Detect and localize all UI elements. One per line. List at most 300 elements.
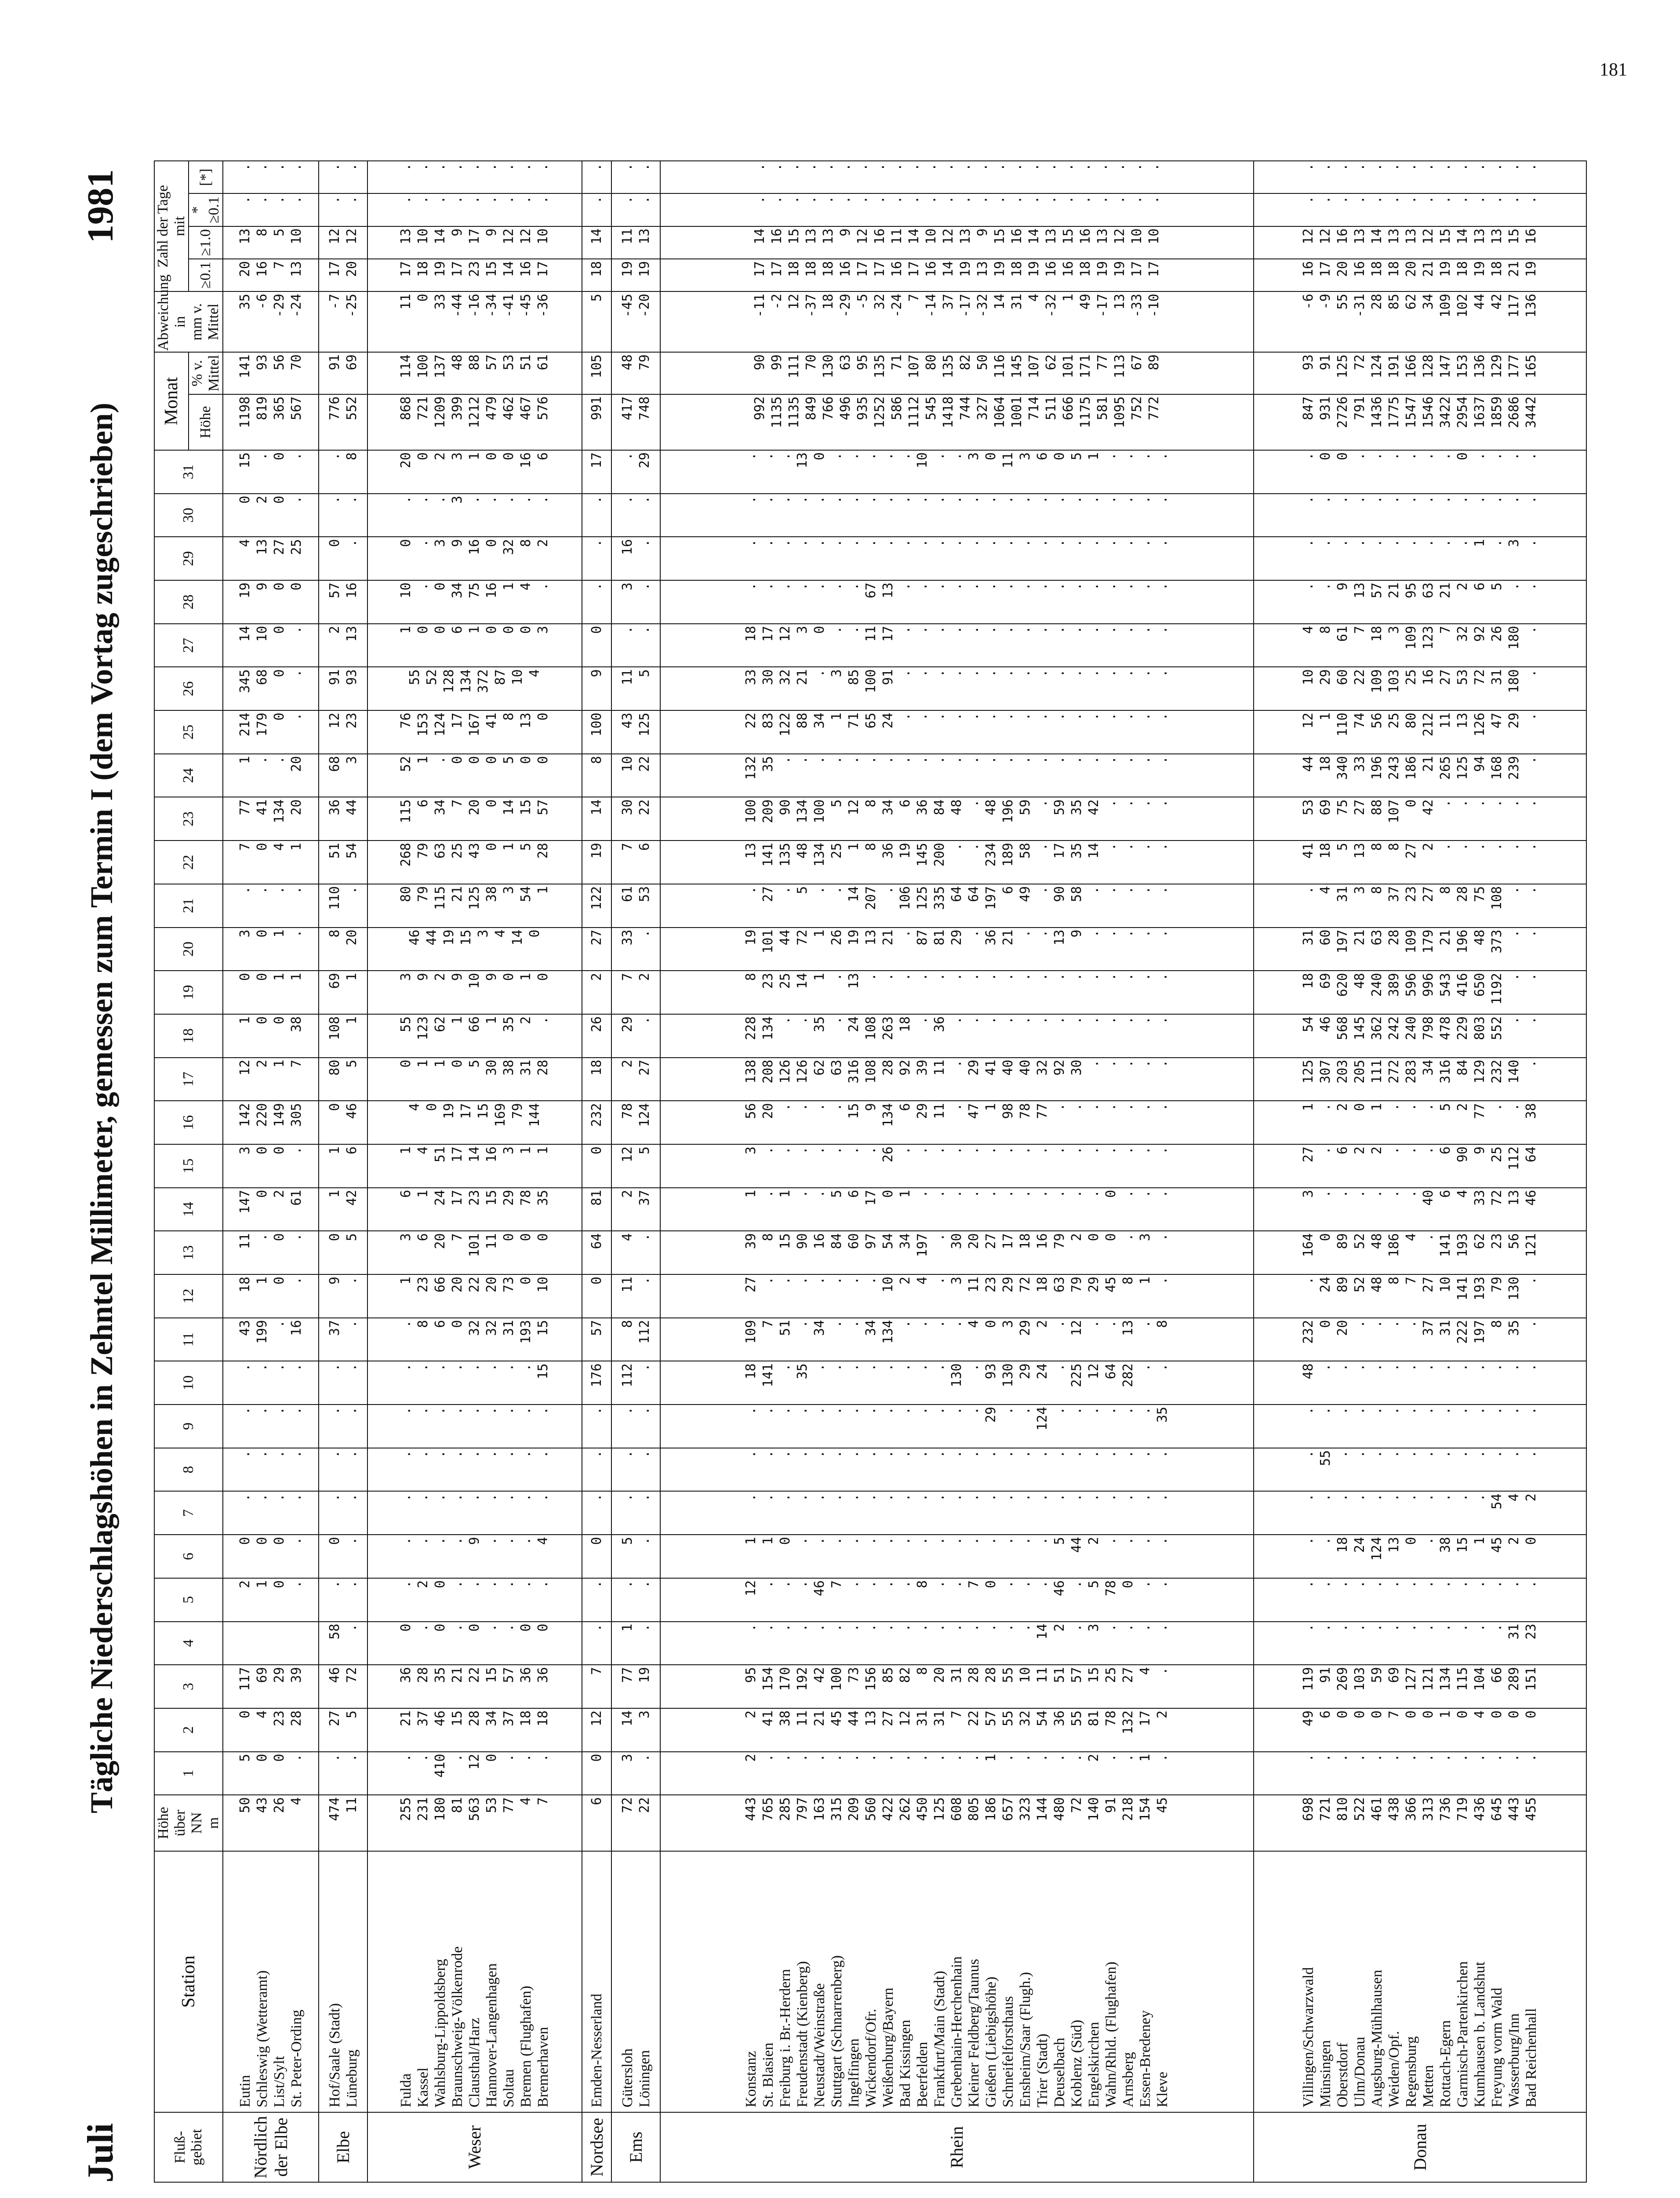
deviation-values: 11 0 33 -44 -16 -34 -41 -45 -36 [367, 291, 582, 352]
header-day-4: 4 [154, 1622, 223, 1665]
day-values: 11 . [611, 1274, 660, 1318]
month-height-values: 776 552 [319, 394, 367, 450]
day-values: 46 44 19 15 3 4 14 0 [367, 928, 582, 971]
month-percent-values: 114 100 137 48 88 57 53 51 61 [367, 352, 582, 394]
height-values: 72 22 [611, 1795, 660, 1851]
station-list: Hof/Saale (Stadt) Lüneburg [319, 1851, 367, 2112]
day-values: . 8 [319, 450, 367, 494]
day-values: 80 5 [319, 1058, 367, 1101]
day-values: . . . . . . . . . . . . . . . . . . . . . . . . . [660, 494, 1254, 537]
header-day-19: 19 [154, 971, 223, 1014]
day-values: 18 [582, 1058, 612, 1101]
day-values: . . [319, 1491, 367, 1535]
day-values: . . . . [223, 1448, 319, 1492]
day-values: 232 [582, 1101, 612, 1144]
day-values: 1 0 0 38 [223, 1014, 319, 1058]
day-values: . 29 [611, 450, 660, 494]
day-values: . . . . . . . . . . 1 . 3 . [1254, 537, 1586, 580]
day-values: 68 3 [319, 754, 367, 797]
day-values: 110 . [319, 884, 367, 928]
landscape-table-stage [79, 160, 1591, 2183]
day-values: 39 8 15 90 16 84 60 97 54 34 197 . 30 20 27 17 18 16 79 2 0 0 . 3 . [660, 1231, 1254, 1274]
days-snowcover-values: . . [319, 161, 367, 193]
height-values: 698 721 810 522 461 438 366 313 736 719 436 645 443 455 [1254, 1795, 1586, 1851]
day-values: . . . . . . . . . [367, 1491, 582, 1535]
days-ge01-values: 17 20 [319, 259, 367, 291]
day-values: 7 2 [611, 971, 660, 1014]
day-values: 27 5 [319, 1708, 367, 1752]
days-snow-values: . . . . . . . . . [367, 193, 582, 226]
day-values: 36 28 35 21 22 15 57 36 36 [367, 1665, 582, 1708]
day-values: . . . . . . . . . . . . . . [1254, 1405, 1586, 1448]
header-days-ge10: ≥1.0 [189, 226, 223, 259]
days-snowcover-values: . . [611, 161, 660, 193]
day-values: 27 . . . . . . . 10 2 4 . 3 11 23 29 72 18 63 79 29 45 8 1 . [660, 1274, 1254, 1318]
station-list: Eutin Schleswig (Wetteramt) List/Sylt St. Peter-Ording [223, 1851, 319, 2112]
day-values: . . . . . . . . . . . . . . [1254, 1578, 1586, 1622]
day-values: . 4 31 3 8 37 23 27 8 28 75 108 . . [1254, 884, 1586, 928]
day-values: 0 . 0 . 0 . . 0 0 [367, 1622, 582, 1665]
day-values: 12 5 [611, 1144, 660, 1188]
day-values: . [582, 1491, 612, 1535]
header-day-15: 15 [154, 1144, 223, 1188]
day-values: 3 . [611, 580, 660, 624]
header-day-28: 28 [154, 580, 223, 624]
table-header [154, 161, 223, 2182]
header-day-24: 24 [154, 754, 223, 797]
table-row [319, 161, 367, 2182]
day-values: 9 . [319, 1274, 367, 1318]
day-values: 132 35 . . . . . . . . . . . . . . . . . . . . . . . [660, 754, 1254, 797]
day-values: . 24 89 52 48 8 7 27 10 141 193 79 130 . [1254, 1274, 1586, 1318]
year-label: 1981 [80, 169, 121, 243]
day-values: 12 1 110 74 56 25 80 212 11 13 126 47 29 . [1254, 710, 1586, 754]
header-day-25: 25 [154, 710, 223, 754]
day-values: 109 7 51 . 34 . . 34 134 . . . . 4 0 3 29 2 . 12 . . 13 . 8 [660, 1318, 1254, 1361]
days-ge01-values: 16 17 20 16 18 18 20 21 19 18 19 18 21 19 [1254, 259, 1586, 291]
day-values: . . [319, 1752, 367, 1795]
days-snowcover-values: . . . . . . . . . [367, 161, 582, 193]
day-values: 55 52 128 134 372 87 10 4 [367, 667, 582, 710]
day-values: . . [319, 1405, 367, 1448]
header-day-3: 3 [154, 1665, 223, 1708]
day-values: 176 [582, 1361, 612, 1405]
day-values: 2 13 [319, 624, 367, 667]
day-values: 19 101 44 72 1 26 19 13 21 . 87 81 29 . 36 21 . . 13 9 . . . . . [660, 928, 1254, 971]
day-values: 112 . [611, 1361, 660, 1405]
header-month: Monat [154, 352, 189, 450]
day-values: 1 6 [319, 1144, 367, 1188]
day-values: 8 [582, 754, 612, 797]
day-values: 12 [582, 1708, 612, 1752]
day-values: 0 0 1 1 [223, 971, 319, 1014]
station-list: Villingen/Schwarzwald Münsingen Oberstdorf Ulm/Donau Augsburg-Mühlhausen Weiden/Opf. Regensburg Metten Rottach-Egern Garmisch-Partenkirchen Kumhausen b. Landshut Freyung vorm Wald Wasserburg/Inn Bad Reichenhall [1254, 1851, 1586, 2112]
day-values: . . [319, 1361, 367, 1405]
header-day-9: 9 [154, 1405, 223, 1448]
day-values: . 27 . 5 . . 14 207 . 106 125 335 64 64 197 6 49 . 90 58 . . . . . [660, 884, 1254, 928]
day-values: 43 199 . 16 [223, 1318, 319, 1361]
day-values: . [582, 580, 612, 624]
day-values: . . . . . . . . . . . . . . . . . . . . . . . . . [660, 537, 1254, 580]
station-list: Konstanz St. Blasien Freiburg i. Br.-Herdern Freudenstadt (Kienberg) Neustadt/Weinstraße Stuttgart (Schnarrenberg) Ingelfingen Wickendorf/Ofr. Weißenburg/Bayern Bad Kissingen Beerfelden Frankfurt/Main (Stadt) Grebenhain-Herchenhain Kleiner Feldberg/Taunus Gießen (Liebigshöhe) Schneifelforsthaus Ensheim/Saar (Flugh.) Trier (Stadt) Deuselbach Koblenz (Süd) Engelskirchen Wahn/Rhld. (Flughafen) Arnsberg Essen-Bredeney Kleve [660, 1851, 1254, 2112]
days-ge01-values: 19 19 [611, 259, 660, 291]
day-values: 81 [582, 1188, 612, 1231]
day-values: . . . . . . . . . . . . . . . . . . . . . . . . . [660, 1491, 1254, 1535]
days-ge01-values: 17 17 18 18 18 16 17 17 16 17 16 14 19 13 19 18 19 16 16 18 19 19 17 17 [660, 259, 1254, 291]
header-station: Station [154, 1851, 223, 2112]
day-values: 55 123 62 1 66 1 35 2 . [367, 1014, 582, 1058]
day-values: . . [319, 494, 367, 537]
day-values: . . 410 . 12 0 . . . [367, 1752, 582, 1795]
day-values: 1 4 51 17 14 16 3 1 1 [367, 1144, 582, 1188]
table-title: Tägliche Niederschlagshöhen in Zehntel Millimeter, gemessen zum Termin I (dem Vortag zugeschrieben) [84, 402, 119, 1813]
day-values: 0 2 0 . [223, 494, 319, 537]
days-snow-values: . . . . [223, 193, 319, 226]
day-values: 11 5 [611, 667, 660, 710]
day-values: 21 37 46 15 28 34 37 18 18 [367, 1708, 582, 1752]
day-values: 4 0 19 17 15 169 79 144 [367, 1101, 582, 1144]
day-values: 345 68 0 . [223, 667, 319, 710]
day-values: 61 53 [611, 884, 660, 928]
days-ge10-values: 14 16 15 13 13 9 12 16 11 14 10 12 13 9 15 16 14 13 15 16 13 12 10 10 [660, 226, 1254, 259]
day-values: 91 93 [319, 667, 367, 710]
header-day-18: 18 [154, 1014, 223, 1058]
day-values: 1 . 2 0 1 . . . 5 2 77 . . 38 [1254, 1101, 1586, 1144]
deviation-values: -7 -25 [319, 291, 367, 352]
day-values: 100 [582, 710, 612, 754]
table-row [1254, 161, 1586, 2182]
basin-cell: Ems [611, 2112, 660, 2182]
day-values: 108 1 [319, 1014, 367, 1058]
header-days-ge01: ≥0.1 [189, 259, 223, 291]
day-values: . . [611, 1448, 660, 1492]
day-values: 232 0 20 . . . . 37 31 222 197 8 35 . [1254, 1318, 1586, 1361]
month-height-values: 868 721 1209 399 1212 479 462 467 576 [367, 394, 582, 450]
day-values: 4 . [611, 1231, 660, 1274]
day-values: 1 . 1 . . 5 6 17 0 1 . . . . . . . . . . . 0 . . . [660, 1188, 1254, 1231]
day-values: 78 124 [611, 1101, 660, 1144]
day-values: 5 . [611, 1535, 660, 1578]
height-values: 50 43 26 4 [223, 1795, 319, 1851]
day-values: 3 9 2 9 10 9 0 1 0 [367, 971, 582, 1014]
day-values: . [582, 1448, 612, 1492]
day-values: 2 41 38 11 21 45 44 13 27 12 31 31 7 22 57 55 32 54 36 55 81 78 132 17 2 [660, 1708, 1254, 1752]
day-values: 268 79 63 25 43 0 1 5 28 [367, 841, 582, 884]
title-bar [79, 160, 145, 2183]
height-values: 255 231 180 81 563 53 77 4 7 [367, 1795, 582, 1851]
day-values: . [582, 537, 612, 580]
day-values: 31 60 197 21 63 28 109 179 21 196 48 373 . . [1254, 928, 1586, 971]
day-values: 80 79 115 21 125 38 3 54 1 [367, 884, 582, 928]
header-day-17: 17 [154, 1058, 223, 1101]
days-ge10-values: 12 12 16 13 14 13 13 12 15 14 13 13 15 16 [1254, 226, 1586, 259]
day-values: 12 . . . 46 7 . . . . 8 . . 7 0 . . . 46 . 5 78 0 . . [660, 1578, 1254, 1622]
day-values: 6 1 24 17 23 15 29 78 35 [367, 1188, 582, 1231]
day-values: 33 30 32 21 . 3 85 100 91 . . . . . . . . . . . . . . . . [660, 667, 1254, 710]
station-list: Emden-Nesserland [582, 1851, 612, 2112]
day-values: 3 . . . . . . . 26 . . . . . . . . . . . . . . . . [660, 1144, 1254, 1188]
header-day-23: 23 [154, 797, 223, 841]
day-values: 13 141 135 48 134 25 1 8 36 19 145 200 . . 234 189 58 . 17 35 14 . . . . [660, 841, 1254, 884]
deviation-values: 5 [582, 291, 612, 352]
day-values: 12 2 1 7 [223, 1058, 319, 1101]
day-values: 0 46 [319, 1101, 367, 1144]
day-values: . . . . . . . . . . . . . . [1254, 1752, 1586, 1795]
table-body [223, 161, 1586, 2182]
days-snow-values: . . . . . . . . . . . . . . [1254, 193, 1586, 226]
day-values: . . . . . . . . . [367, 1448, 582, 1492]
days-ge10-values: 13 10 14 9 17 9 12 12 10 [367, 226, 582, 259]
day-values: . . [319, 1578, 367, 1622]
day-values: 1 42 [319, 1188, 367, 1231]
day-values: 10 29 60 22 109 103 25 16 27 53 72 31 180 . [1254, 667, 1586, 710]
day-values: 22 83 122 88 34 1 71 65 24 . . . . . . . . . . . . . . . . [660, 710, 1254, 754]
month-height-values: 991 [582, 394, 612, 450]
day-values: . . . . . . . . . [367, 1405, 582, 1448]
day-values: 17 [582, 450, 612, 494]
day-values: 18 141 . 35 . . . . . . . . 130 . 93 130 29 24 . 225 12 64 282 . . [660, 1361, 1254, 1405]
day-values: 1 1 0 . . . . . . . . . . . . . . . 5 44 2 . . . . [660, 1535, 1254, 1578]
day-values: 14 [582, 797, 612, 841]
day-values: 8 20 [319, 928, 367, 971]
header-day-27: 27 [154, 624, 223, 667]
day-values: 3 . . . . . . 40 6 4 33 72 13 46 [1254, 1188, 1586, 1231]
page-number: 181 [1600, 60, 1627, 80]
month-percent-values: 105 [582, 352, 612, 394]
header-basin: Fluß- gebiet [154, 2112, 223, 2182]
day-values: 10 . 0 34 75 16 1 4 . [367, 580, 582, 624]
day-values: . . . . . . . 67 13 . . . . . . . . . . . . . . . . [660, 580, 1254, 624]
day-values: 7 0 4 1 [223, 841, 319, 884]
deviation-values: -6 -9 55 -31 28 85 62 34 109 102 44 42 117 136 [1254, 291, 1586, 352]
day-values: 0 . [319, 1535, 367, 1578]
day-values: . 0 0 . . . . . . 0 . . . . [1254, 450, 1586, 494]
header-day-1: 1 [154, 1752, 223, 1795]
deviation-values: -45 -20 [611, 291, 660, 352]
day-values: . . . . . . . . . . . . . . . . . 14 2 . 3 . . . . [660, 1622, 1254, 1665]
header-day-12: 12 [154, 1274, 223, 1318]
day-values: 0 4 23 28 [223, 1708, 319, 1752]
day-values: . . [611, 494, 660, 537]
day-values: . . . . [223, 1361, 319, 1405]
day-values: 3 0 1 . [223, 928, 319, 971]
height-values: 474 11 [319, 1795, 367, 1851]
day-values: 19 [582, 841, 612, 884]
basin-cell: Donau [1254, 2112, 1586, 2182]
header-day-26: 26 [154, 667, 223, 710]
day-values: 10 22 [611, 754, 660, 797]
header-height: Höhe über NN m [154, 1795, 223, 1851]
day-values: 44 18 340 33 196 243 186 21 265 125 94 168 239 . [1254, 754, 1586, 797]
day-values: 0 0 0 . [223, 1535, 319, 1578]
day-values: 56 20 . . . . 15 9 134 6 29 11 . 47 1 98 78 77 . . . . . . . [660, 1101, 1254, 1144]
day-values: 76 153 124 17 167 41 8 13 0 [367, 710, 582, 754]
days-snow-values: . [582, 193, 612, 226]
days-ge10-values: 12 12 [319, 226, 367, 259]
day-values: . . [611, 624, 660, 667]
day-values: . . [319, 1448, 367, 1492]
days-snowcover-values: . [582, 161, 612, 193]
day-values: . [582, 1405, 612, 1448]
days-ge10-values: 14 [582, 226, 612, 259]
basin-cell: Nordsee [582, 2112, 612, 2182]
days-snow-values: . . . . . . . . . . . . . . . . . . . . . . . . [660, 193, 1254, 226]
day-values: 18 1 0 . [223, 1274, 319, 1318]
day-values: 0 [582, 1535, 612, 1578]
basin-cell: Elbe [319, 2112, 367, 2182]
day-values: 54 46 568 145 362 242 240 798 478 229 803 552 . . [1254, 1014, 1586, 1058]
month-percent-values: 141 93 56 70 [223, 352, 319, 394]
day-values: . . . 13 0 . . . . . 10 . . 3 0 11 3 6 0 5 1 . . . . [660, 450, 1254, 494]
day-values: . . [611, 1578, 660, 1622]
table-row [223, 161, 319, 2182]
table-row [611, 161, 660, 2182]
day-values: 4 8 61 7 18 3 109 123 7 32 92 26 180 . [1254, 624, 1586, 667]
day-values: . . . . 9 . . . 4 [367, 1535, 582, 1578]
day-values: 125 307 203 205 111 272 283 34 316 84 129 232 140 . [1254, 1058, 1586, 1101]
day-values: 4 13 27 25 [223, 537, 319, 580]
day-values: . . . . [223, 884, 319, 928]
day-values: . 2 0 . . . . . . [367, 1578, 582, 1622]
basin-cell: Weser [367, 2112, 582, 2182]
day-values: . . [611, 1491, 660, 1535]
day-values: 77 19 [611, 1665, 660, 1708]
header-day-11: 11 [154, 1318, 223, 1361]
days-ge01-values: 18 [582, 259, 612, 291]
header-day-13: 13 [154, 1231, 223, 1274]
day-values: . 8 6 0 32 32 31 193 15 [367, 1318, 582, 1361]
height-values: 6 [582, 1795, 612, 1851]
header-days-snowcover: [*] [189, 161, 223, 193]
month-percent-values: 91 69 [319, 352, 367, 394]
header-days-group: Zahl der Tage mit [154, 161, 189, 291]
day-values: 5 0 0 . [223, 1752, 319, 1795]
day-values: . . . . . . . . . . . . . . [1254, 494, 1586, 537]
day-values [223, 1622, 319, 1665]
days-ge10-values: 11 13 [611, 226, 660, 259]
month-label: Juli [80, 2123, 121, 2183]
day-values: . . . . [223, 1405, 319, 1448]
day-values: 52 1 . 0 0 0 5 0 0 [367, 754, 582, 797]
day-values: 2 37 [611, 1188, 660, 1231]
station-list: Gütersloh Löningen [611, 1851, 660, 2112]
day-values: 0 [582, 1144, 612, 1188]
header-day-29: 29 [154, 537, 223, 580]
header-day-30: 30 [154, 494, 223, 537]
table-row [582, 161, 612, 2182]
station-list: Fulda Kassel Wahlsburg-Lippoldsberg Braunschweig-Völkenrode Clausthal/Harz Hannover-Langenhagen Soltau Bremen (Flughafen) Bremerhaven [367, 1851, 582, 2112]
day-values: 0 [582, 624, 612, 667]
header-day-7: 7 [154, 1491, 223, 1535]
basin-cell: Rhein [660, 2112, 1254, 2182]
day-values: 2 [582, 971, 612, 1014]
month-height-values: 1198 819 365 567 [223, 394, 319, 450]
day-values: 11 . 0 . [223, 1231, 319, 1274]
day-values: 12 23 [319, 710, 367, 754]
day-values: 3 . [611, 1752, 660, 1795]
day-values: . [582, 1622, 612, 1665]
day-values: 0 . 3 9 16 0 32 8 2 [367, 537, 582, 580]
day-values: 0 . [319, 537, 367, 580]
day-values: 115 6 34 7 20 0 14 15 57 [367, 797, 582, 841]
day-values: 43 125 [611, 710, 660, 754]
day-values: . . . . . . . . 15 [367, 1361, 582, 1405]
day-values: . . . . . . . . . . . . 31 23 [1254, 1622, 1586, 1665]
day-values: 8 23 25 14 1 . 13 . . . . . . . . . . . . . . . . . . [660, 971, 1254, 1014]
days-ge01-values: 17 18 19 17 23 15 14 16 17 [367, 259, 582, 291]
day-values: 142 220 149 305 [223, 1101, 319, 1144]
days-snowcover-values: . . . . . . . . . . . . . . . . . . . . . . . . [660, 161, 1254, 193]
header-days-snow: * ≥0.1 [189, 193, 223, 226]
day-values: 26 [582, 1014, 612, 1058]
header-day-20: 20 [154, 928, 223, 971]
day-values: 53 69 75 27 88 107 0 42 . . . . . . [1254, 797, 1586, 841]
day-values: 49 6 0 0 0 7 0 0 1 0 4 0 0 0 [1254, 1708, 1586, 1752]
day-values: 7 6 [611, 841, 660, 884]
day-values: 0 1 1 0 5 30 38 31 28 [367, 1058, 582, 1101]
day-values: 30 22 [611, 797, 660, 841]
day-values: 41 18 5 13 8 8 27 2 . . . . . . [1254, 841, 1586, 884]
day-values: . . 18 24 124 13 0 . 38 15 1 45 2 0 [1254, 1535, 1586, 1578]
basin-cell: Nördlich der Elbe [223, 2112, 319, 2182]
header-day-5: 5 [154, 1578, 223, 1622]
day-values: 147 0 2 61 [223, 1188, 319, 1231]
day-values: 2 1 0 . [223, 1578, 319, 1622]
day-values: 214 179 0 . [223, 710, 319, 754]
days-ge10-values: 13 8 5 10 [223, 226, 319, 259]
header-day-2: 2 [154, 1708, 223, 1752]
day-values: 18 69 620 48 240 389 596 996 543 416 650 1192 . . [1254, 971, 1586, 1014]
day-values: 9 [582, 667, 612, 710]
precipitation-table [154, 160, 1587, 2183]
day-values: 1 23 66 20 22 20 73 0 10 [367, 1274, 582, 1318]
day-values: 7 [582, 1665, 612, 1708]
day-values: 95 154 170 192 42 100 73 156 85 82 8 20 31 28 28 55 10 11 51 57 15 25 27 4 . [660, 1665, 1254, 1708]
day-values: 14 10 0 . [223, 624, 319, 667]
day-values: 14 3 [611, 1708, 660, 1752]
day-values: 57 16 [319, 580, 367, 624]
day-values: 228 134 . . 35 . 24 108 263 18 . 36 . . . . . . . . . . . . . [660, 1014, 1254, 1058]
days-snow-values: . . [319, 193, 367, 226]
days-snowcover-values: . . . . . . . . . . . . . . [1254, 161, 1586, 193]
day-values: 69 1 [319, 971, 367, 1014]
month-height-values: 847 931 2726 791 1436 1775 1547 1546 3422 2954 1637 1859 2686 3442 [1254, 394, 1586, 450]
day-values: 3 0 0 . [223, 1144, 319, 1188]
table-row [660, 161, 1254, 2182]
day-values: 119 91 269 103 59 69 127 121 134 115 104 66 289 151 [1254, 1665, 1586, 1708]
day-values: . [582, 494, 612, 537]
day-values: . [582, 1578, 612, 1622]
header-day-16: 16 [154, 1101, 223, 1144]
month-height-values: 992 1135 1135 849 766 496 935 1252 586 1112 545 1418 744 327 1064 1001 714 511 666 1175 581 1095 752 772 [660, 394, 1254, 450]
day-values: 15 . 0 . [223, 450, 319, 494]
month-percent-values: 90 99 111 70 130 63 95 135 71 107 80 135 82 50 116 145 107 62 101 171 77 113 67 89 [660, 352, 1254, 394]
header-day-14: 14 [154, 1188, 223, 1231]
day-values: 2 27 [611, 1058, 660, 1101]
header-day-10: 10 [154, 1361, 223, 1405]
header-month-percent: % v. Mittel [189, 352, 223, 394]
header-day-8: 8 [154, 1448, 223, 1492]
header-day-22: 22 [154, 841, 223, 884]
month-height-values: 417 748 [611, 394, 660, 450]
day-values: . . . 3 . . . . . [367, 494, 582, 537]
deviation-values: 35 -6 -29 -24 [223, 291, 319, 352]
day-values: 37 . [319, 1318, 367, 1361]
day-values: 58 . [319, 1622, 367, 1665]
header-deviation: Abweichung in mm v. Mittel [154, 291, 223, 352]
day-values: 0 [582, 1274, 612, 1318]
days-ge01-values: 20 16 7 13 [223, 259, 319, 291]
